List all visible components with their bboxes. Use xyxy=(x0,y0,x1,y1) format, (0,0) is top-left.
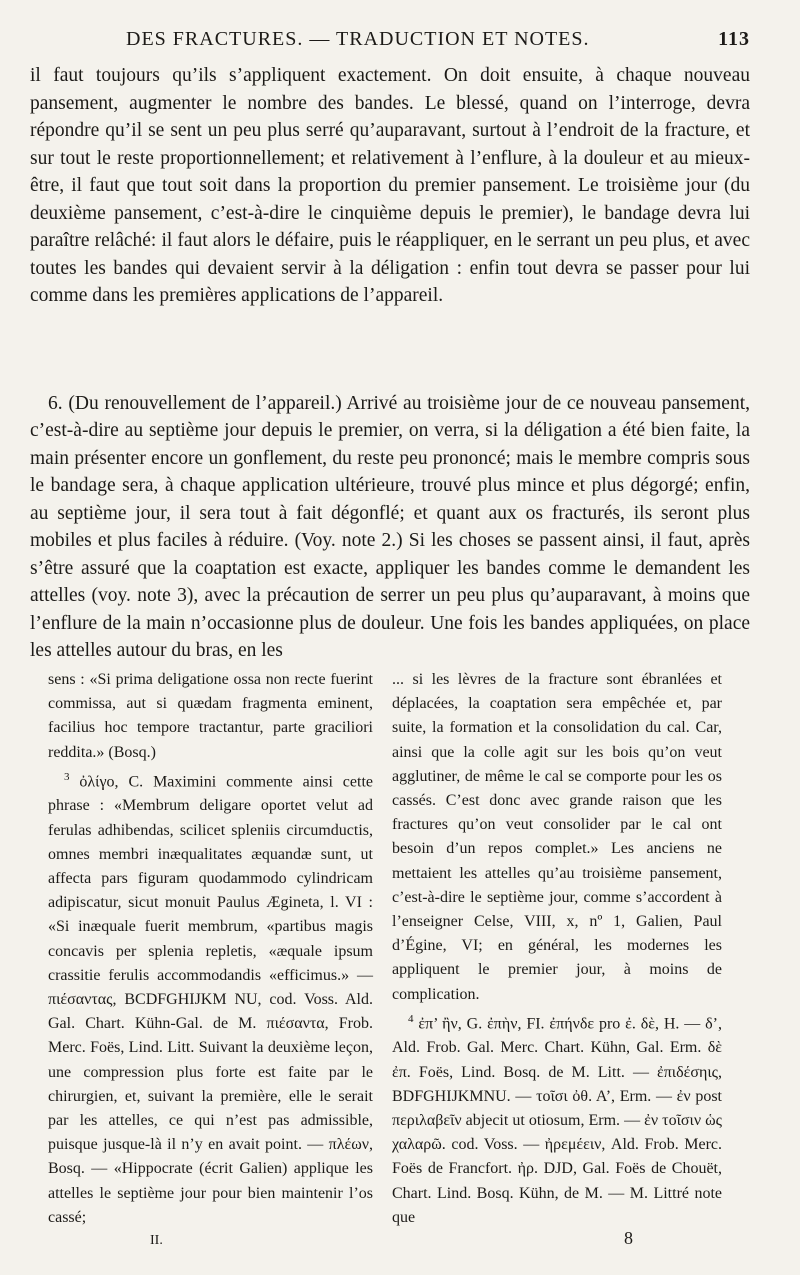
main-text xyxy=(30,62,750,665)
running-title: DES FRACTURES. — TRADUCTION ET NOTES. xyxy=(126,28,590,50)
footnote-continuation: sens : «Si prima deligatione ossa non recte fuerint commissa, aut si quædam fragmenta eminent, facilius hoc tempore tractantur, parte graciliori reddita.» (Bosq.) xyxy=(48,671,373,761)
footnotes-right-column xyxy=(392,668,722,1230)
page-number: 113 xyxy=(718,28,750,50)
footnote-4 xyxy=(392,1007,722,1230)
signature-mark: 8 xyxy=(624,1228,633,1248)
footnote-3 xyxy=(48,765,373,1230)
footnotes-left-column xyxy=(48,668,373,1230)
footnote-4-text: ἐπ’ ἢν, G. ἐπὴν, FI. ἐπήνδε pro ἐ. δὲ, H. — δ’, Ald. Frob. Gal. Merc. Chart. Kühn, Gal. Erm. δὲ ἐπ. Foës, Lind. Bosq. de M. Litt. — ἐπιδέσηις, BDFGHIJKMNU. — τοῖσι ὀθ. Α’, Erm. — ἐν post περιλαβεῖν abjecit ut otiosum, Erm. — ἐν τοῖσιν ὡς χαλαρῶ. cod. Voss. — ἠρεμέειν, Ald. Frob. Merc. Foës de Francfort. ἠρ. DJD, Gal. Foës de Chouët, Chart. Lind. Bosq. Kühn, de M. — M. Littré note que xyxy=(392,1015,723,1226)
footnote-marker: 4 xyxy=(408,1012,414,1025)
footnote-marker: 3 xyxy=(64,770,70,783)
volume-mark: II. xyxy=(150,1233,163,1248)
footnote-3-text: ὀλίγο, C. Maximini commente ainsi cette phrase : «Membrum deligare oportet velut ad ferulas adhibendas, scilicet spleniis circumductis, omnes membri inæqualitates æquandæ sunt, ut affecta pars figuram quodammodo cylindricam adipiscatur, sicut monuit Paulus Ægineta, l. VI : «Si inæquale fuerit membrum, «partibus magis concavis per splenia repletis, «æquale ipsum crassitie ferulis accommodandis «efficimus.» — πιέσαντας, BCDFGHIJKM NU, cod. Voss. Ald. Gal. Chart. Kühn-Gal. de M. πιέσαντα, Frob. Merc. Foës, Lind. Litt. Suivant la deuxième leçon, une compression plus forte est faite par le chirurgien, et, suivant la première, elle le serait par les attelles, ce qui n’est pas admissible, puisque jusque-là il n’y en avait point. — πλέων, Bosq. — «Hippocrate (écrit Galien) applique les attelles le septième jour pour bien maintenir l’os cassé; xyxy=(48,773,373,1226)
main-paragraph-2: 6. (Du renouvellement de l’appareil.) Arrivé au troisième jour de ce nouveau pansement, c’est-à-dire au septième jour depuis le premier, on verra, si la déligation a été bien faite, la main présenter encore un gonflement, du reste peu prononcé; mais le membre compris sous le bandage sera, à chaque application ultérieure, trouvé plus mince et plus dégorgé; enfin, au septième jour, il sera tout à fait dégonflé; et quant aux os fracturés, ils seront plus mobiles et plus faciles à réduire. (Voy. note 2.) Si les choses se passent ainsi, il faut, après s’être assuré que la coaptation est exacte, appliquer les bandes comme le demandent les attelles (voy. note 3), avec la précaution de serrer un peu plus qu’auparavant, à moins que l’enflure de la main n’occasionne plus de douleur. Une fois les bandes appliquées, on place les attelles autour du bras, en les xyxy=(30,392,750,661)
running-header xyxy=(30,28,750,54)
main-paragraph-1: il faut toujours qu’ils s’appliquent exactement. On doit ensuite, à chaque nouveau pansement, augmenter le nombre des bandes. Le blessé, quand on l’interroge, devra répondre qu’il se sent un peu plus serré qu’auparavant, surtout à l’endroit de la fracture, et sur tout le reste proportionnellement; et relativement à l’enflure, à la douleur et au mieux-être, il faut que tout soit dans la proportion du premier pansement. Le troisième jour (du deuxième pansement, c’est-à-dire le cinquième depuis le premier), le bandage devra lui paraître relâché: il faut alors le défaire, puis le réappliquer, en le serrant un peu plus, et avec toutes les bandes qui devaient servir à la déligation : enfin tout devra se passer pour lui comme dans les premières applications de l’appareil. xyxy=(30,65,750,306)
footnote-continuation-right: ... si les lèvres de la fracture sont ébranlées et déplacées, la coaptation sera empêchée et, par suite, la formation et la consolidation du cal. Car, ainsi que la colle agit sur les bois qu’on veut agglutiner, de même le cal se comporte pour les os cassés. C’est donc avec grande raison que les fractures qu’on veut consolider par le cal ont besoin d’un repos complet.» Les anciens ne mettaient les attelles qu’au troisième pansement, c’est-à-dire le septième jour, comme s’accordent à l’enseigner Celse, VIII, x, nº 1, Galien, Paul d’Égine, VI; en général, les modernes les appliquent le premier jour, à moins de complication. xyxy=(392,671,722,1003)
